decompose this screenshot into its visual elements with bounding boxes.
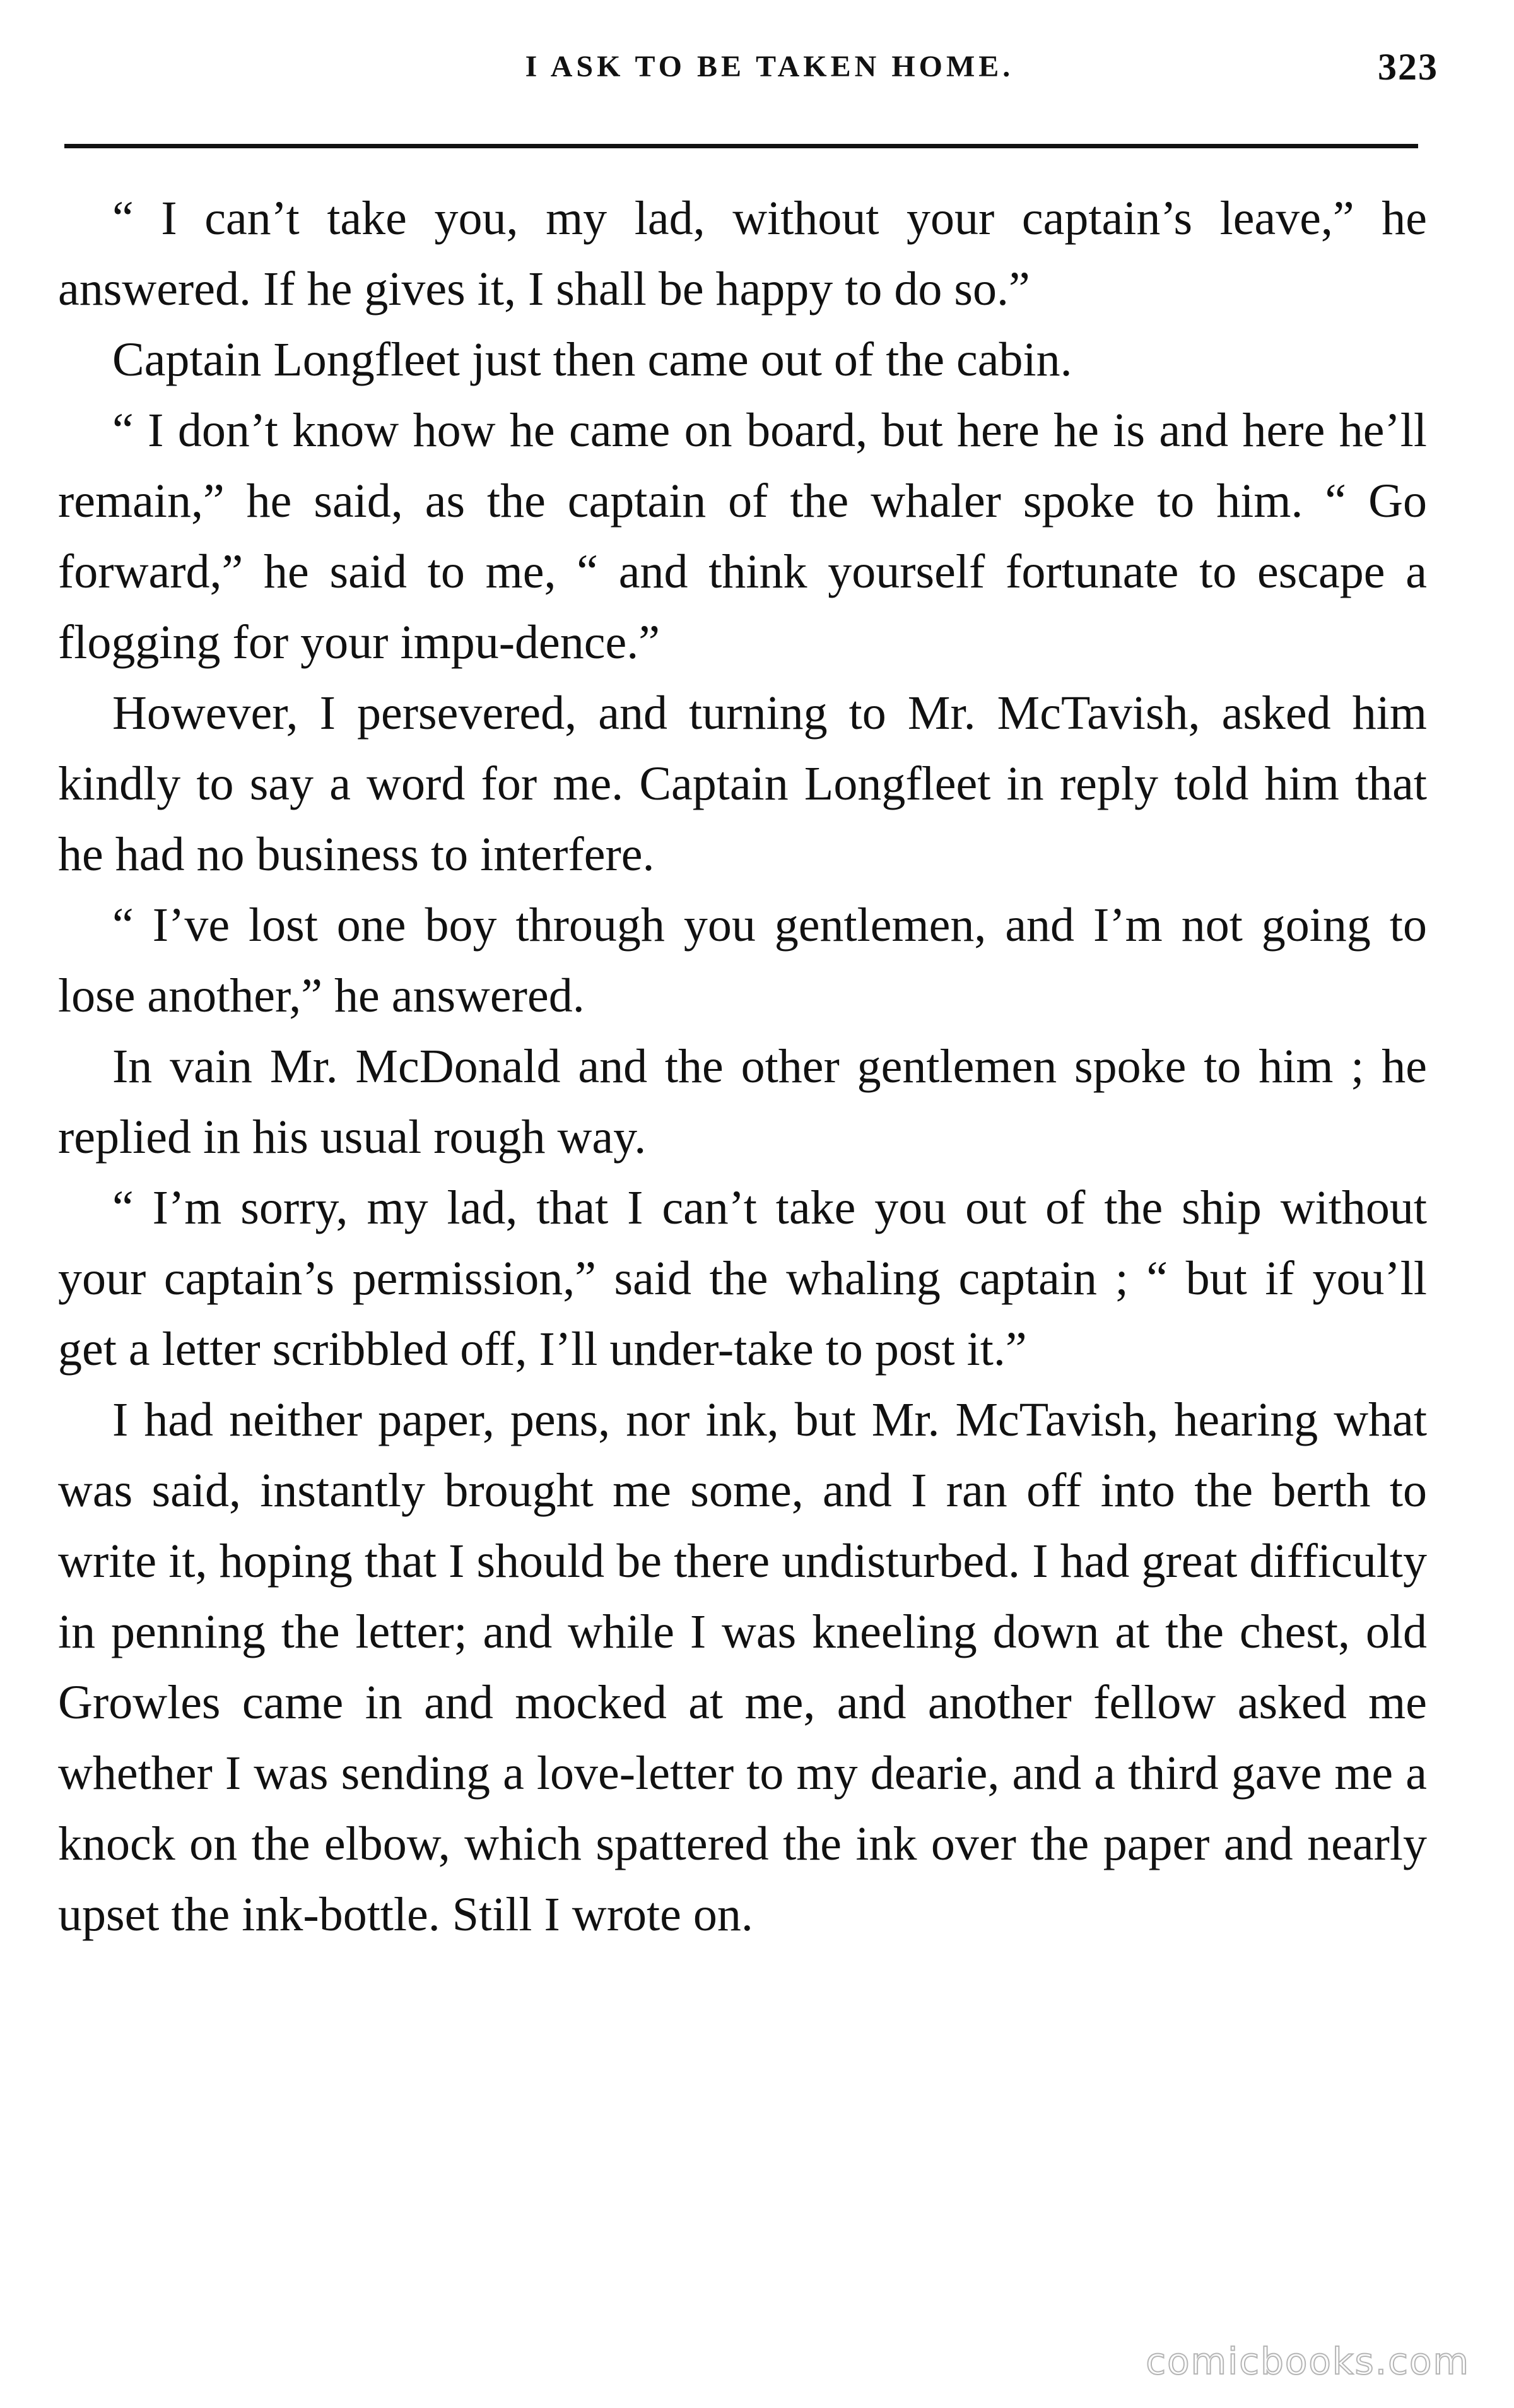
paragraph: Captain Longfleet just then came out of the cabin. — [112, 333, 1072, 386]
paragraph: “ I’m sorry, my lad, that I can’t take you out of the ship without your captain’s permission,” said the whaling captain ; “ but if you’ll get a letter scribbled off, I’ll under-take to post it.” — [58, 1181, 1427, 1376]
running-title: I ASK TO BE TAKEN HOME. — [525, 50, 1014, 83]
paragraph: “ I’ve lost one boy through you gentlemen, and I’m not going to lose another,” he answered. — [58, 899, 1427, 1022]
paragraph: “ I can’t take you, my lad, without your captain’s leave,” he answered. If he gives it, I shall be happy to do so.” — [58, 192, 1427, 316]
running-head — [50, 46, 1438, 106]
paragraph: “ I don’t know how he came on board, but here he is and here he’ll remain,” he said, as the captain of the whaler spoke to him. “ Go forward,” he said to me, “ and think yourself fortunate to escape a flogging for your impu-dence.” — [58, 404, 1427, 669]
watermark: comicbooks.com — [1146, 2340, 1470, 2383]
paragraph: In vain Mr. McDonald and the other gentlemen spoke to him ; he replied in his usual rough way. — [58, 1040, 1427, 1164]
paragraph: However, I persevered, and turning to Mr. McTavish, asked him kindly to say a word for me. Captain Longfleet in reply told him that he had no business to interfere. — [58, 687, 1427, 881]
header-rule — [64, 144, 1418, 148]
body-text — [58, 183, 1427, 1950]
page-number: 323 — [1378, 46, 1438, 88]
paragraph: I had neither paper, pens, nor ink, but Mr. McTavish, hearing what was said, instantly brought me some, and I ran off into the berth to write it, hoping that I should be there undisturbed. I had great difficulty in penning the letter; and while I was kneeling down at the chest, old Growles came in and mocked at me, and another fellow asked me whether I was sending a love-letter to my dearie, and a third gave me a knock on the elbow, which spattered the ink over the paper and nearly upset the ink-bottle. Still I wrote on. — [58, 1393, 1427, 1941]
